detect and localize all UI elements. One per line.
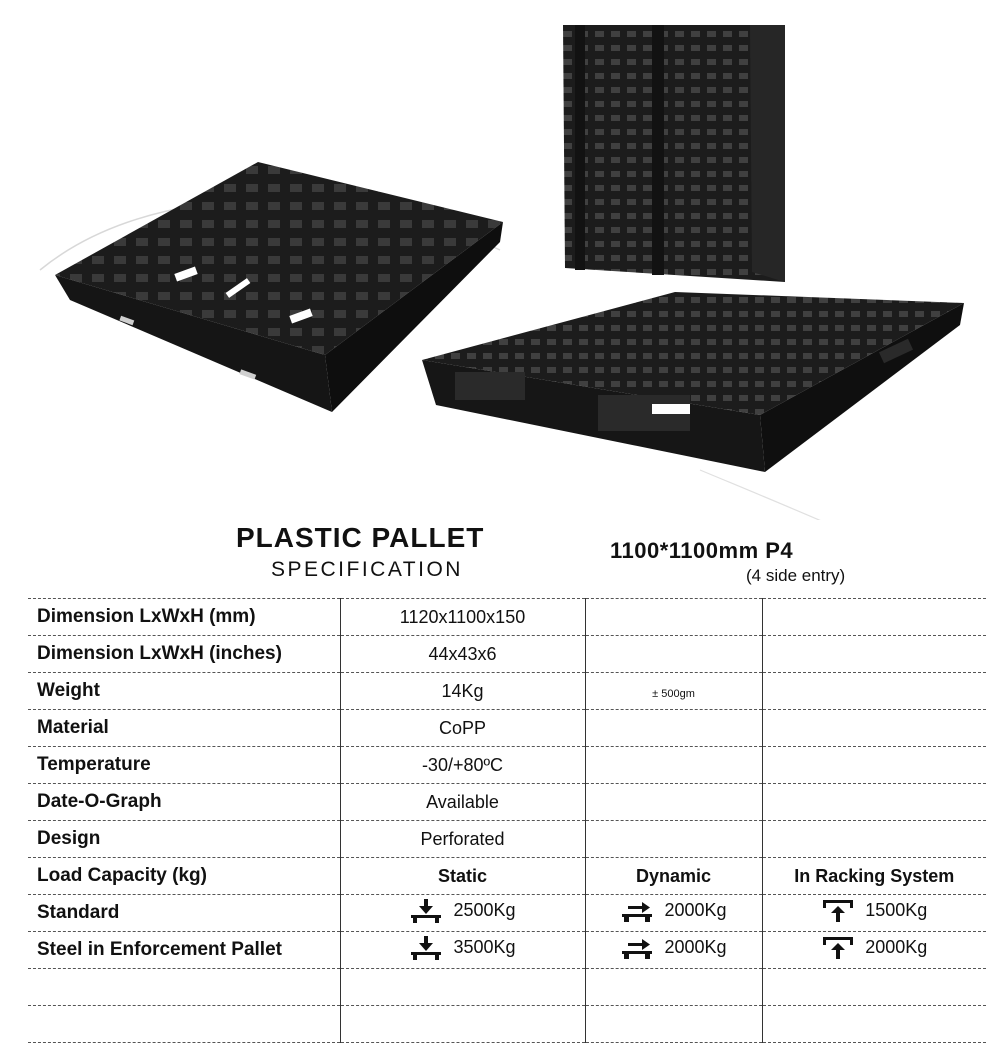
dynamic-load-cell	[585, 932, 762, 969]
static-load-cell	[340, 932, 585, 969]
dynamic-load-value: 2000Kg	[664, 937, 727, 957]
product-photos	[0, 0, 1000, 520]
empty-cell	[585, 1006, 762, 1043]
spec-value: CoPP	[340, 710, 585, 747]
dynamic-load-icon	[620, 898, 654, 924]
racking-load-value: 1500Kg	[865, 900, 928, 920]
spec-empty	[762, 636, 986, 673]
spec-label: Dimension LxWxH (inches)	[28, 636, 340, 673]
spec-empty	[762, 673, 986, 710]
racking-load-value: 2000Kg	[865, 937, 928, 957]
spec-extra	[585, 599, 762, 636]
spec-row	[28, 821, 986, 858]
spec-row	[28, 673, 986, 710]
load-row-steel	[28, 932, 986, 969]
dynamic-header: Dynamic	[585, 858, 762, 895]
empty-cell	[340, 1006, 585, 1043]
empty-cell	[585, 969, 762, 1006]
static-load-icon	[409, 898, 443, 924]
load-capacity-label: Load Capacity (kg)	[28, 858, 340, 895]
empty-cell	[28, 1006, 340, 1043]
spec-value: -30/+80ºC	[340, 747, 585, 784]
empty-row	[28, 969, 986, 1006]
page-subtitle: SPECIFICATION	[271, 558, 463, 581]
empty-cell	[340, 969, 585, 1006]
spec-label: Design	[28, 821, 340, 858]
spec-label: Material	[28, 710, 340, 747]
spec-value: Available	[340, 784, 585, 821]
spec-row	[28, 747, 986, 784]
spec-empty	[762, 784, 986, 821]
model-name: 1100*1100mm P4	[610, 538, 794, 563]
spec-extra	[585, 784, 762, 821]
static-load-value: 3500Kg	[453, 937, 516, 957]
spec-label: Dimension LxWxH (mm)	[28, 599, 340, 636]
load-row-label: Standard	[28, 895, 340, 932]
spec-value: Perforated	[340, 821, 585, 858]
static-load-value: 2500Kg	[453, 900, 516, 920]
spec-extra	[585, 710, 762, 747]
load-row-label: Steel in Enforcement Pallet	[28, 932, 340, 969]
static-load-icon	[409, 935, 443, 961]
spec-extra	[585, 636, 762, 673]
spec-empty	[762, 747, 986, 784]
spec-row	[28, 636, 986, 673]
spec-extra	[585, 747, 762, 784]
load-row-standard	[28, 895, 986, 932]
spec-label: Weight	[28, 673, 340, 710]
racking-load-icon	[821, 935, 855, 961]
pallet-photo-right	[422, 292, 964, 472]
spec-empty	[762, 599, 986, 636]
static-header: Static	[340, 858, 585, 895]
racking-load-cell	[762, 895, 986, 932]
spec-row	[28, 599, 986, 636]
spec-value: 1120x1100x150	[340, 599, 585, 636]
spec-row	[28, 710, 986, 747]
spec-label: Date-O-Graph	[28, 784, 340, 821]
weight-tolerance: ± 500gm	[652, 687, 695, 700]
spec-table	[28, 598, 986, 1043]
racking-load-cell	[762, 932, 986, 969]
spec-label: Temperature	[28, 747, 340, 784]
spec-value: 14Kg	[340, 673, 585, 710]
static-load-cell	[340, 895, 585, 932]
model-entry-note: (4 side entry)	[746, 566, 846, 585]
empty-cell	[28, 969, 340, 1006]
dynamic-load-value: 2000Kg	[664, 900, 727, 920]
spec-empty	[762, 821, 986, 858]
dynamic-load-icon	[620, 935, 654, 961]
pallet-photo-upright	[563, 25, 785, 282]
racking-load-icon	[821, 898, 855, 924]
page-title: PLASTIC PALLET	[236, 522, 485, 553]
spec-extra	[585, 673, 762, 710]
empty-row	[28, 1006, 986, 1043]
racking-header: In Racking System	[762, 858, 986, 895]
spec-extra	[585, 821, 762, 858]
empty-cell	[762, 1006, 986, 1043]
spec-value: 44x43x6	[340, 636, 585, 673]
dynamic-load-cell	[585, 895, 762, 932]
empty-cell	[762, 969, 986, 1006]
spec-row	[28, 784, 986, 821]
spec-empty	[762, 710, 986, 747]
load-header-row	[28, 858, 986, 895]
